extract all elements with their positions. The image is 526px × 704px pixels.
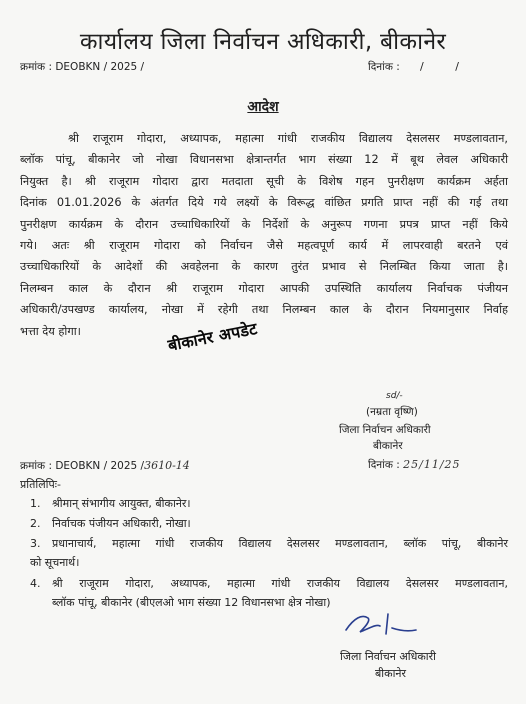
- signatory-designation: जिला निर्वाचन अधिकारी: [340, 650, 436, 663]
- body-line: अधिकारी/उपखण्ड कार्यालय, नोखा में रहेगी तथा निलम्बन काल के दौरान नियमानुसार निर्वाह: [20, 303, 508, 317]
- copy-text: निर्वाचक पंजीयन अधिकारी, नोखा।: [52, 517, 191, 530]
- body-line: ब्लॉक पांचू, बीकानेर जो नोखा विधानसभा क्षेत्रान्तर्गत भाग संख्या 12 में बूथ लेवल अधिकारी: [20, 153, 508, 167]
- reference-number: क्रमांक : DEOBKN / 2025 /: [20, 61, 145, 73]
- body-line: श्री राजूराम गोदारा, अध्यापक, महात्मा गांधी राजकीय विद्यालय देसलसर मण्डलावतान,: [68, 132, 508, 145]
- copy-text: को सूचनार्थ।: [30, 556, 80, 569]
- body-line: दिनांक 01.01.2026 के अंतर्गत दिये गये लक्ष्यों के विरूद्ध वांछित प्रगति प्राप्त नहीं की गई तथा: [20, 196, 508, 210]
- body-line: निलम्बन काल के दौरान श्री राजूराम गोदारा आपकी उपस्थिति कार्यालय निर्वाचक पंजीयन: [20, 281, 508, 295]
- officer-place: बीकानेर: [373, 440, 403, 452]
- body-line: पुनरीक्षण कार्यक्रम के दौरान उच्चाधिकारियों के निर्देशों के अनुरूप गणना प्रपत्र प्राप्त नहीं किये: [20, 217, 508, 231]
- officer-designation: जिला निर्वाचन अधिकारी: [339, 424, 431, 436]
- copy-heading: प्रतिलिपिः-: [20, 478, 61, 491]
- dispatch-date-value: 25/11/25: [403, 458, 461, 471]
- dispatch-reference: [20, 459, 190, 473]
- order-body: [20, 128, 508, 342]
- copy-number: 1.: [30, 497, 41, 510]
- copy-number: 3.: [30, 537, 41, 550]
- body-line: गये। अतः श्री राजूराम गोदारा को निर्वाचन जैसे महत्वपूर्ण कार्य में लापरवाही बरतने एवं: [20, 239, 508, 253]
- copy-text: श्री राजूराम गोदारा, अध्यापक, महात्मा गांधी राजकीय विद्यालय देसलसर मण्डलावतान,: [52, 577, 508, 590]
- body-line: नियुक्त है। श्री राजूराम गोदारा द्वारा मतदाता सूची के विशेष गहन पुनरीक्षण कार्यक्रम अर्हता: [20, 174, 508, 188]
- dispatch-date-label: दिनांक :: [368, 459, 400, 471]
- order-heading: आदेश: [247, 99, 279, 115]
- copy-text: ब्लॉक पांचू, बीकानेर (बीएलओ भाग संख्या 12 विधानसभा क्षेत्र नोखा): [52, 596, 331, 609]
- body-line: उच्चाधिकारियों के आदेशों की अवहेलना के कारण तुरंत प्रभाव से निलम्बित किया जाता है।: [20, 260, 508, 274]
- body-line: भत्ता देय होगा।: [20, 324, 81, 338]
- watermark-stamp: बीकानेर अपडेट: [166, 318, 259, 355]
- office-title: कार्यालय जिला निर्वाचन अधिकारी, बीकानेर: [79, 29, 447, 55]
- signature-initial: sd/-: [386, 391, 403, 401]
- date-value: / /: [420, 60, 473, 73]
- officer-name: (नम्रता वृष्णि): [366, 406, 418, 418]
- dispatch-ref-number: 3610-14: [144, 459, 190, 472]
- dispatch-ref-label: क्रमांक : DEOBKN / 2025 /: [20, 460, 145, 472]
- date-label: दिनांक :: [368, 61, 400, 73]
- copy-text: श्रीमान् संभागीय आयुक्त, बीकानेर।: [52, 497, 191, 510]
- copy-number: 4.: [30, 577, 41, 590]
- signatory-place: बीकानेर: [375, 667, 407, 680]
- dispatch-date: [368, 458, 461, 472]
- copy-text: प्रधानाचार्य, महात्मा गांधी राजकीय विद्यालय देसलसर मण्डलावतान, ब्लॉक पांचू, बीकानेर: [52, 537, 508, 550]
- signature-mark: [340, 608, 420, 644]
- copy-number: 2.: [30, 517, 41, 530]
